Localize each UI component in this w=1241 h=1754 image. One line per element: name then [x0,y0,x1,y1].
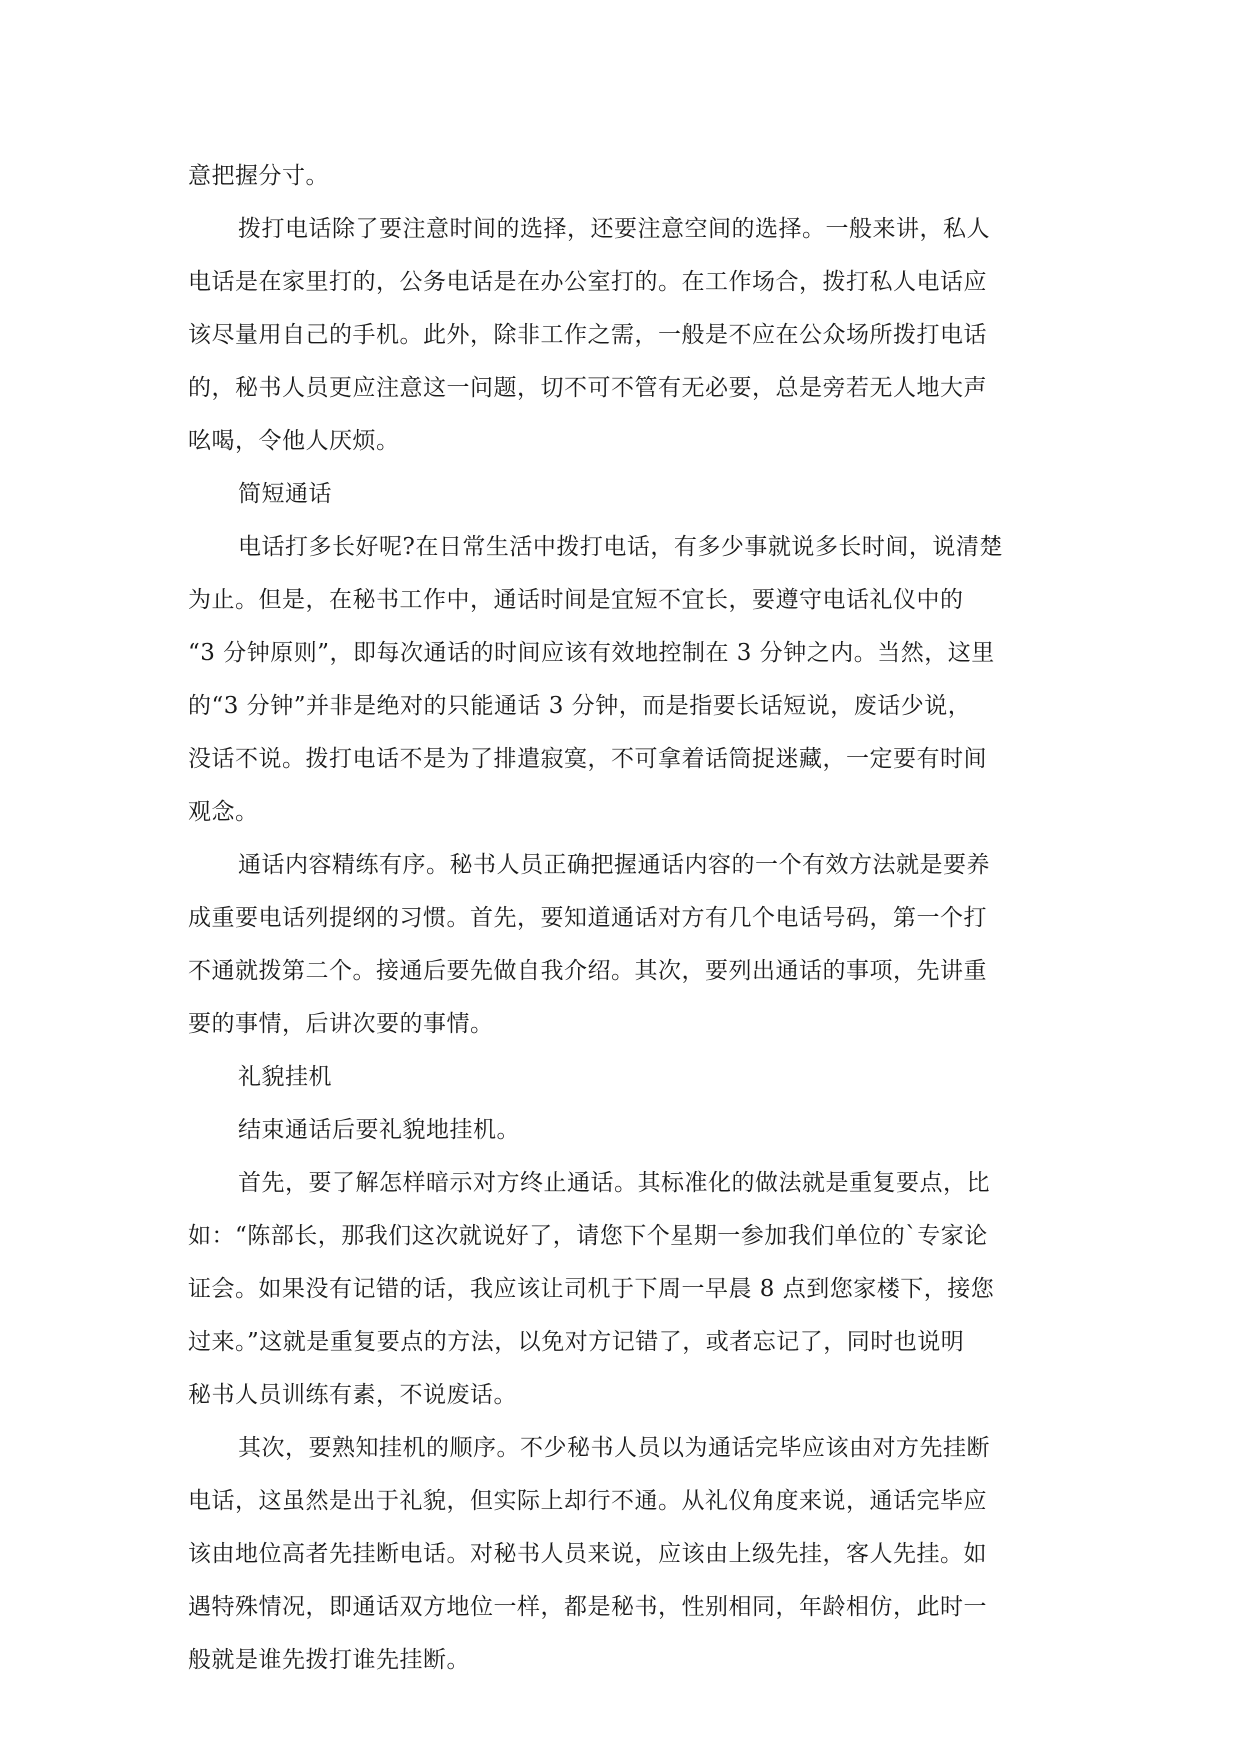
section-heading: 礼貌挂机 [238,1064,332,1090]
text-line: 其次，要熟知挂机的顺序。不少秘书人员以为通话完毕应该由对方先挂断 [238,1435,990,1461]
text-line: 通话内容精练有序。秘书人员正确把握通话内容的一个有效方法就是要养 [238,852,990,878]
text-line: 电话是在家里打的，公务电话是在办公室打的。在工作场合，拨打私人电话应 [188,269,987,295]
text-line: 不通就拨第二个。接通后要先做自我介绍。其次，要列出通话的事项，先讲重 [188,958,987,984]
text-line: 意把握分寸。 [188,163,329,189]
text-line: 为止。但是，在秘书工作中，通话时间是宜短不宜长，要遵守电话礼仪中的 [188,587,964,613]
text-line: 没话不说。拨打电话不是为了排遣寂寞，不可拿着话筒捉迷藏，一定要有时间 [188,746,987,772]
text-line: 如：“陈部长，那我们这次就说好了，请您下个星期一参加我们单位的`专家论 [188,1223,988,1249]
text-line: 要的事情，后讲次要的事情。 [188,1011,494,1037]
text-line: “3 分钟原则”，即每次通话的时间应该有效地控制在 3 分钟之内。当然，这里 [188,640,995,666]
section-heading: 简短通话 [238,481,332,507]
text-line: 的，秘书人员更应注意这一问题，切不可不管有无必要，总是旁若无人地大声 [188,375,987,401]
text-line: 电话，这虽然是出于礼貌，但实际上却行不通。从礼仪角度来说，通话完毕应 [188,1488,987,1514]
text-line: 首先，要了解怎样暗示对方终止通话。其标准化的做法就是重复要点，比 [238,1170,990,1196]
text-line: 观念。 [188,799,259,825]
text-line: 秘书人员训练有素，不说废话。 [188,1382,517,1408]
text-line: 过来。”这就是重复要点的方法，以免对方记错了，或者忘记了，同时也说明 [188,1329,965,1355]
text-line: 成重要电话列提纲的习惯。首先，要知道通话对方有几个电话号码，第一个打 [188,905,987,931]
text-line: 电话打多长好呢?在日常生活中拨打电话，有多少事就说多长时间，说清楚 [238,534,1003,560]
text-line: 的“3 分钟”并非是绝对的只能通话 3 分钟，而是指要长话短说，废话少说， [188,693,972,719]
text-line: 吆喝，令他人厌烦。 [188,428,400,454]
document-body [188,150,1048,1687]
text-line: 结束通话后要礼貌地挂机。 [238,1117,520,1143]
text-line: 拨打电话除了要注意时间的选择，还要注意空间的选择。一般来讲，私人 [238,216,990,242]
text-line: 般就是谁先拨打谁先挂断。 [188,1647,470,1673]
text-line: 证会。如果没有记错的话，我应该让司机于下周一早晨 8 点到您家楼下，接您 [188,1276,995,1302]
text-line: 该尽量用自己的手机。此外，除非工作之需，一般是不应在公众场所拨打电话 [188,322,987,348]
text-line: 该由地位高者先挂断电话。对秘书人员来说，应该由上级先挂，客人先挂。如 [188,1541,987,1567]
text-line: 遇特殊情况，即通话双方地位一样，都是秘书，性别相同，年龄相仿，此时一 [188,1594,987,1620]
